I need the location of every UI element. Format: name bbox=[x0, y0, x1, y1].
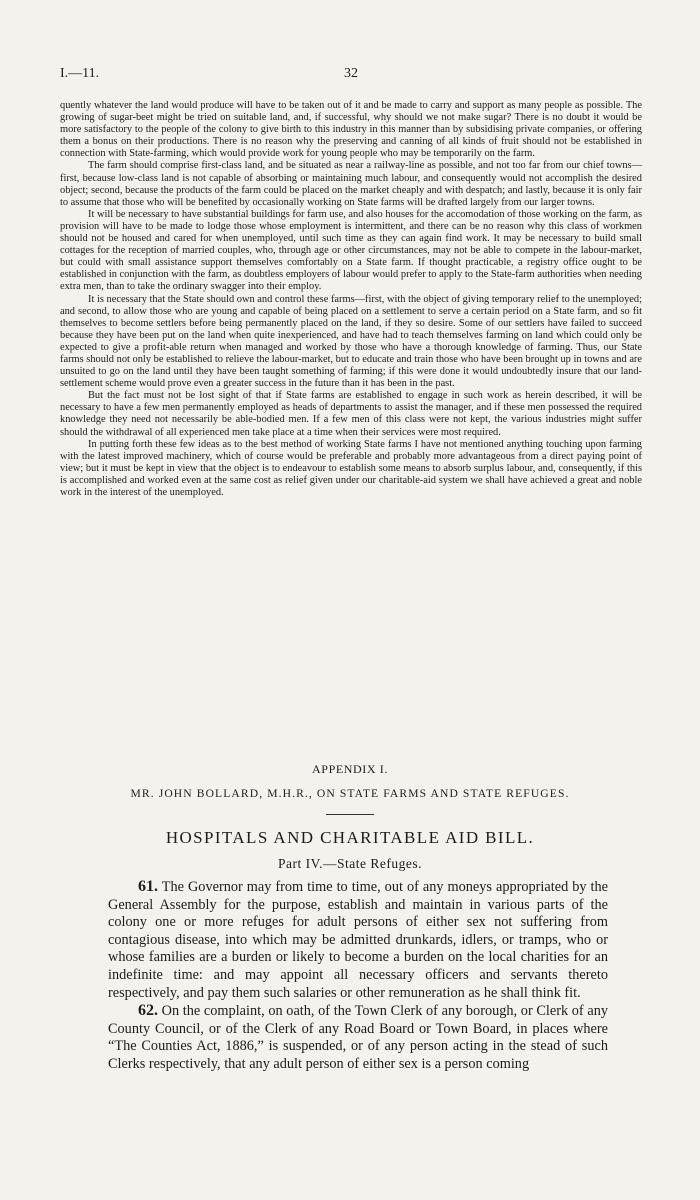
page-header bbox=[60, 66, 642, 86]
body-text bbox=[60, 100, 642, 499]
paragraph: In putting forth these few ideas as to the best method of working State farms I have not mentioned anything touching upon farming with the latest improved machinery, which of course would be preferable and probably more advantageous from a direct paying point of view; but it must be kept in view that the object is to endeavour to establish some means to absorb surplus labour, and, consequently, if this is accomplished and worked even at the same cost as relief given under our charitable-aid system we shall have achieved a great and noble work in the interest of the unemployed. bbox=[60, 438, 642, 498]
section-text: The Governor may from time to time, out of any moneys appropriated by the General Assembly for the purpose, establish and maintain in various parts of the colony one or more refuges for adult persons of either sex not suffering from contagious disease, into which may be admitted drunkards, idlers, or tramps, who or whose families are a burden or likely to become a burden on the local charities for an indefinite time: and may appoint all necessary officers and servants thereto respectively, and pay them such salaries or other remuneration as he shall think fit. bbox=[108, 879, 608, 1001]
paragraph: But the fact must not be lost sight of that if State farms are established to engage in such work as herein described, it will be necessary to have a few men permanently employed as heads of departments to assist the manager, and if these men possessed the required knowledge they need not necessarily be able-bodied men. If a few men of this class were not kept, the various industries might suffer should the withdrawal of all experienced men take place at a time when their services were most required. bbox=[60, 390, 642, 438]
section-number: 62. bbox=[138, 1002, 158, 1020]
paragraph: It is necessary that the State should own and control these farms—first, with the object of giving temporary relief to the unemployed; and second, to allow those who are young and capable of being placed on a settlement to serve a certain period on a State farm, and so fit themselves to become settlers before being permanently placed on the land, if they so desire. Some of our settlers have failed to succeed because they have been put on the land when quite inexperienced, and have had to teach themselves farming on land which could only be expected to give a profit-able return when managed and worked by those who have a thorough knowledge of farming. Thus, our State farms should not only be established to relieve the labour-market, but to educate and train those who have been brought up in towns and are unsuited to go on the land until they have been taught something of farming; if this were done it would undoubtedly insure that our land-settlement scheme would prove even a greater success in the future than it has been in the past. bbox=[60, 293, 642, 390]
document-reference: I.—11. bbox=[60, 66, 100, 81]
paragraph: The farm should comprise first-class land, and be situated as near a railway-line as possible, and not too far from our chief towns—first, because low-class land is not capable of absorbing or maintaining much labour, and consequently would not accomplish the desired object; second, because the products of the farm could be placed on the market cheaply and with despatch; and lastly, because it is only fair to assume that those who will be benefited by occasionally working on State farms will be drafted largely from our larger towns. bbox=[60, 160, 642, 208]
section-text: On the complaint, on oath, of the Town Clerk of any borough, or Clerk of any County Council, or of the Clerk of any Road Board or Town Board, in places where “The Counties Act, 1886,” is suspended, or of any person acting in the stead of such Clerks respectively, that any adult person of either sex is a person coming bbox=[108, 1003, 609, 1072]
section bbox=[108, 878, 608, 1002]
appendix-heading: APPENDIX I. bbox=[312, 762, 388, 776]
section bbox=[108, 1002, 608, 1073]
part-heading: Part IV.—State Refuges. bbox=[278, 856, 422, 871]
page-number: 32 bbox=[344, 66, 358, 81]
paragraph: It will be necessary to have substantial buildings for farm use, and also houses for the accomodation of those working on the farm, as provision will have to be made to lodge those whose employment is intermittent, and there can be no reason why this class of workmen should not be housed and cared for when unemployed, until such time as they can again find work. It may be necessary to build small cottages for the reception of married couples, who, through age or other circumstances, may not be able to compete in the labour-market, but could with small assistance support themselves comfortably on a State farm. If thought practicable, a registry office ought to be established in conjunction with the farm, as doubtless employers of labour would prefer to apply to the State-farm authorities when needing extra men, than to take the ordinary swagger into their employ. bbox=[60, 208, 642, 293]
section-number: 61. bbox=[138, 878, 158, 895]
divider bbox=[326, 814, 374, 815]
paragraph: quently whatever the land would produce will have to be taken out of it and be made to carry and support as many people as possible. The growing of sugar-beet might be tried on suitable land, and, if successful, why should we not make sugar? There is no doubt it would be more satisfactory to the people of the colony to give birth to this industry in this manner than by subsidising private companies, or offering them a bonus on their productions. There is no reason why the preserving and canning of all kinds of fruit should not be established in connection with State-farming, which would provide work for young people who may be temporarily on the farm. bbox=[60, 100, 642, 160]
appendix-subheading: MR. JOHN BOLLARD, M.H.R., ON STATE FARMS AND STATE REFUGES. bbox=[130, 787, 570, 800]
bill-sections bbox=[108, 878, 608, 1074]
bill-title: HOSPITALS AND CHARITABLE AID BILL. bbox=[165, 828, 535, 847]
